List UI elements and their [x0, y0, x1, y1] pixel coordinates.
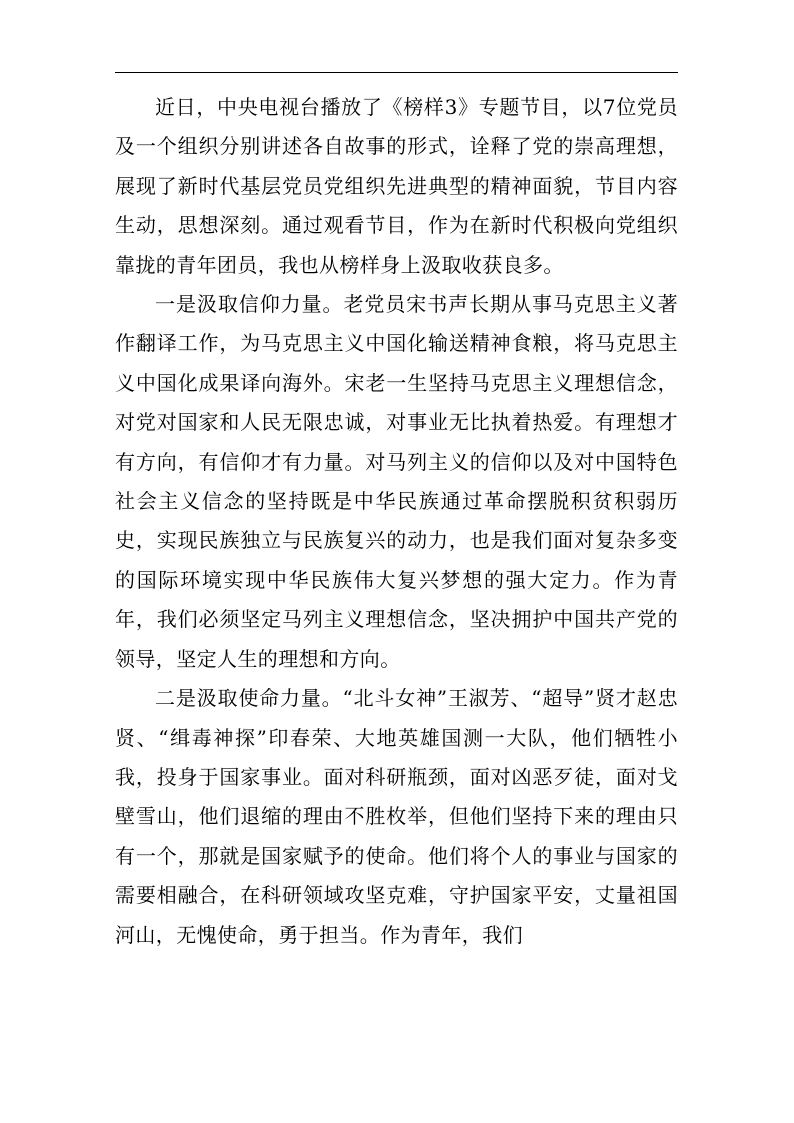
paragraph-mission: 二是汲取使命力量。“北斗女神”王淑芳、“超导”贤才赵忠贤、“缉毒神探”印春荣、大地英雄国测一大队，他们牺牲小我，投身于国家事业。面对科研瓶颈，面对凶恶歹徒，面对戈壁雪山，他们退缩的理由不胜枚举，但他们坚持下来的理由只有一个，那就是国家赋予的使命。他们将个人的事业与国家的需要相融合，在科研领域攻坚克难，守护国家平安，丈量祖国河山，无愧使命，勇于担当。作为青年，我们 — [115, 686, 678, 947]
document-body — [115, 88, 678, 955]
header-rule — [115, 72, 678, 73]
paragraph-intro: 近日，中央电视台播放了《榜样3》专题节目，以7位党员及一个组织分别讲述各自故事的形式，诠释了党的崇高理想，展现了新时代基层党员党组织先进典型的精神面貌，节目内容生动，思想深刻。通过观看节目，作为在新时代积极向党组织靠拢的青年团员，我也从榜样身上汲取收获良多。 — [115, 95, 678, 277]
paragraph-belief: 一是汲取信仰力量。老党员宋书声长期从事马克思主义著作翻译工作，为马克思主义中国化输送精神食粮，将马克思主义中国化成果译向海外。宋老一生坚持马克思主义理想信念，对党对国家和人民无限忠诚，对事业无比执着热爱。有理想才有方向，有信仰才有力量。对马列主义的信仰以及对中国特色社会主义信念的坚持既是中华民族通过革命摆脱积贫积弱历史，实现民族独立与民族复兴的动力，也是我们面对复杂多变的国际环境实现中华民族伟大复兴梦想的强大定力。作为青年，我们必须坚定马列主义理想信念，坚决拥护中国共产党的领导，坚定人生的理想和方向。 — [115, 292, 678, 671]
